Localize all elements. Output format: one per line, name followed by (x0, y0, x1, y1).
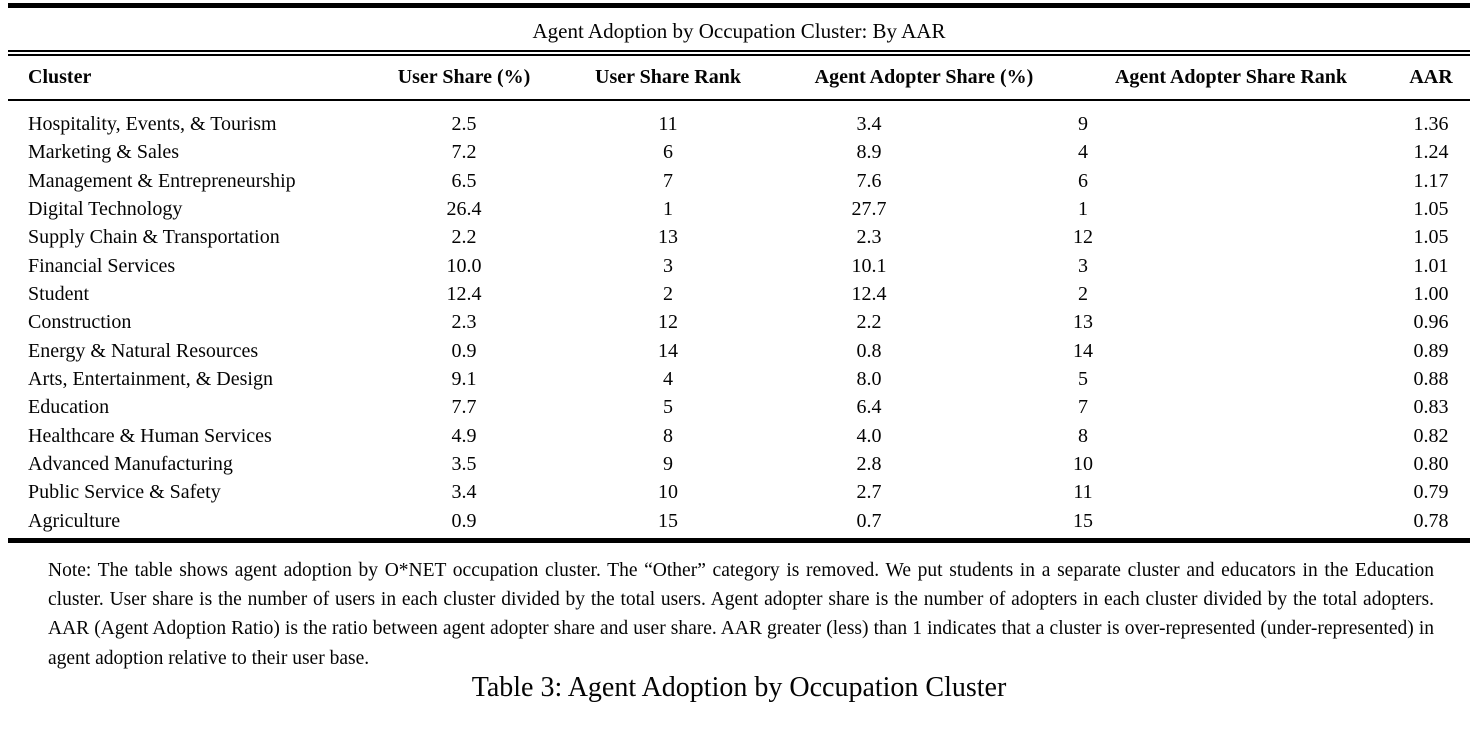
table-cell: 6.4 (856, 396, 882, 419)
table-cell: 3.4 (451, 481, 477, 504)
table-cell: 14 (658, 339, 678, 362)
table-cell: 1 (1078, 197, 1088, 220)
table-cell: Healthcare & Human Services (28, 424, 272, 447)
table-cell: 2.7 (856, 481, 882, 504)
table-cell: 12 (658, 311, 678, 334)
table-cell: 7 (663, 169, 673, 192)
table-cell: 6.5 (451, 169, 477, 192)
table-cell: 0.7 (856, 509, 882, 532)
table-cell: 7.2 (451, 141, 477, 164)
table-cell: 2 (1078, 282, 1088, 305)
table-cell: 1.01 (1413, 254, 1449, 277)
table-cell: Marketing & Sales (28, 141, 180, 164)
table-cell: Financial Services (28, 254, 176, 277)
table-cell: 7.6 (856, 169, 882, 192)
table-cell: 0.80 (1413, 452, 1449, 475)
table-row (8, 337, 1470, 365)
table-row (8, 223, 1470, 251)
table-cell: Hospitality, Events, & Tourism (28, 113, 277, 135)
table-cell: Supply Chain & Transportation (28, 226, 280, 249)
table-cell: 0.89 (1413, 339, 1449, 362)
table-body (8, 110, 1470, 535)
table-cell: 10.1 (851, 254, 887, 277)
table-cell: 3 (663, 254, 673, 277)
table-cell: 2.8 (856, 452, 882, 475)
table-row (8, 138, 1470, 166)
table-row (8, 422, 1470, 450)
table-cell: 1.05 (1413, 197, 1449, 220)
column-header-user-share: User Share (%) (397, 66, 531, 88)
table-cell: Advanced Manufacturing (28, 452, 233, 475)
table-cell: 2 (663, 282, 673, 305)
table-cell: 1.24 (1413, 141, 1449, 164)
table-cell: Student (28, 282, 90, 305)
table-cell: 0.83 (1413, 396, 1449, 419)
table-cell: 6 (1078, 169, 1088, 192)
table-row (8, 110, 1470, 138)
table-cell: Education (28, 396, 110, 419)
table-cell: 5 (1078, 367, 1088, 390)
table-cell: 12.4 (446, 282, 482, 305)
table-cell: 0.88 (1413, 367, 1449, 390)
table-cell: 3.4 (856, 113, 882, 135)
table-cell: 14 (1073, 339, 1093, 362)
table-cell: Arts, Entertainment, & Design (28, 367, 273, 390)
table-cell: 8.9 (856, 141, 882, 164)
table-row (8, 507, 1470, 535)
table-cell: 13 (1073, 311, 1093, 334)
table-row (8, 167, 1470, 195)
table-row (8, 252, 1470, 280)
table-cell: 2.3 (856, 226, 882, 249)
table-row (8, 393, 1470, 421)
table-cell: 8 (1078, 424, 1088, 447)
table-cell: 7.7 (451, 396, 477, 419)
table-cell: 15 (1073, 509, 1093, 532)
table-cell: 12 (1073, 226, 1093, 249)
table-cell: Construction (28, 311, 132, 334)
header-separator-rule (8, 99, 1470, 101)
table-cell: 0.96 (1413, 311, 1449, 334)
table-cell: 3 (1078, 254, 1088, 277)
table-title: Agent Adoption by Occupation Cluster: By AAR (532, 19, 946, 43)
table-cell: 1.00 (1413, 282, 1449, 305)
table-cell: Digital Technology (28, 197, 183, 220)
table-top-rule (8, 3, 1470, 8)
table-cell: 3.5 (451, 452, 477, 475)
table-cell: 10 (658, 481, 678, 504)
table-cell: 0.9 (451, 509, 477, 532)
table-row (8, 450, 1470, 478)
table-cell: 13 (658, 226, 678, 249)
table-cell: 1.05 (1413, 226, 1449, 249)
table-cell: 11 (658, 113, 678, 135)
table-row (8, 478, 1470, 506)
table-cell: 0.82 (1413, 424, 1449, 447)
table-cell: 1.36 (1413, 113, 1449, 135)
column-header-aar: AAR (1409, 66, 1453, 88)
table-cell: 8.0 (856, 367, 882, 390)
table-cell: 1 (663, 197, 673, 220)
table-cell: 0.9 (451, 339, 477, 362)
table-note: Note: The table shows agent adoption by O*NET occupation cluster. The “Other” category is removed. We put students in a separate cluster and educators in the Education cluster. User share is the number of users in each cluster divided by the total users. Agent adopter share is the number of adopters in each cluster divided by the total adopters. AAR (Agent Adoption Ratio) is the ratio between agent adopter share and user share. AAR greater (less) than 1 indicates that a cluster is over-represented (under-represented) in agent adoption relative to their user base. (48, 560, 1434, 669)
table-header-row (8, 58, 1470, 96)
table-cell: 2.2 (856, 311, 882, 334)
table-cell: Management & Entrepreneurship (28, 169, 296, 192)
table-cell: 2.5 (451, 113, 477, 135)
table-caption: Table 3: Agent Adoption by Occupation Cluster (471, 672, 1007, 703)
table-cell: 2.3 (451, 311, 477, 334)
table-cell: 4 (663, 367, 673, 390)
table-cell: 12.4 (851, 282, 887, 305)
table-cell: 0.8 (856, 339, 882, 362)
table-cell: Agriculture (28, 509, 121, 532)
table-cell: 10.0 (446, 254, 482, 277)
table-cell: 4.9 (451, 424, 477, 447)
table-cell: 9.1 (451, 367, 477, 390)
table-cell: 0.78 (1413, 509, 1449, 532)
table-row (8, 365, 1470, 393)
table-cell: 11 (1073, 481, 1093, 504)
table-cell: 10 (1073, 452, 1093, 475)
table-row (8, 280, 1470, 308)
table-row (8, 195, 1470, 223)
table-cell: 15 (658, 509, 678, 532)
table-cell: 9 (1078, 113, 1088, 135)
column-header-agent-adopter-share: Agent Adopter Share (%) (814, 66, 1034, 88)
table-cell: 5 (663, 396, 673, 419)
table-cell: 2.2 (451, 226, 477, 249)
column-header-cluster: Cluster (28, 66, 92, 88)
column-header-user-share-rank: User Share Rank (595, 66, 741, 88)
table-cell: 1.17 (1413, 169, 1449, 192)
table-row (8, 308, 1470, 336)
title-separator-double-rule (8, 50, 1470, 56)
table-cell: 9 (663, 452, 673, 475)
table-bottom-rule (8, 538, 1470, 543)
table-cell: 0.79 (1413, 481, 1449, 504)
column-header-agent-adopter-share-rank: Agent Adopter Share Rank (1114, 66, 1348, 88)
table-cell: 6 (663, 141, 673, 164)
table-cell: 4 (1078, 141, 1088, 164)
table-cell: 7 (1078, 396, 1088, 419)
table-cell: Energy & Natural Resources (28, 339, 259, 362)
table-cell: 4.0 (856, 424, 882, 447)
table-cell: Public Service & Safety (28, 481, 221, 504)
table-cell: 8 (663, 424, 673, 447)
table-cell: 27.7 (851, 197, 887, 220)
table-cell: 26.4 (446, 197, 482, 220)
